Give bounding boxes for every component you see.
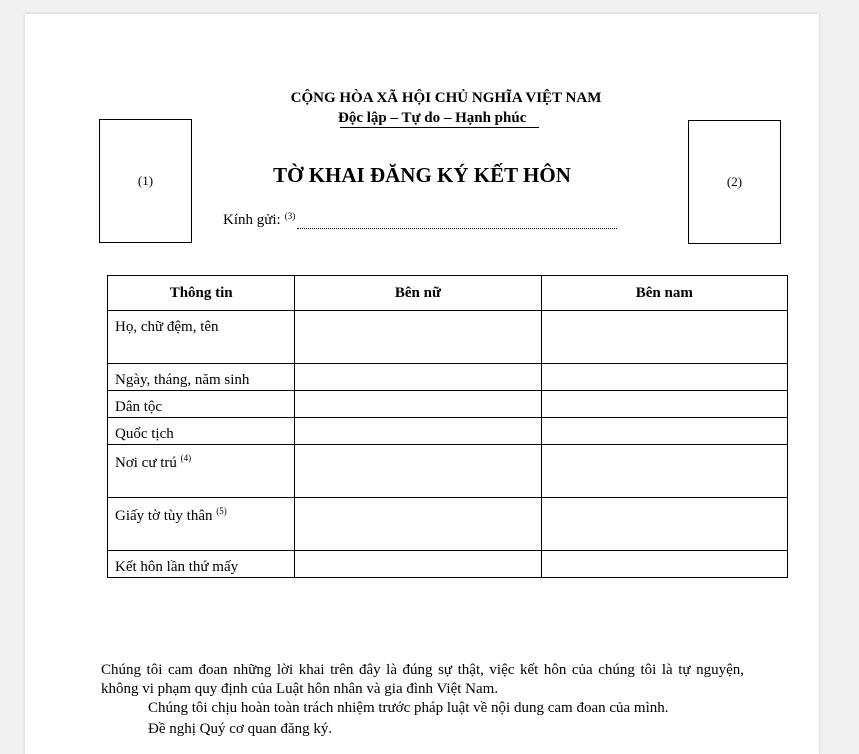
groom-birthdate-cell[interactable] [541,364,787,391]
addressee-line [223,212,617,229]
photo-box-left-label: (1) [137,173,154,188]
bride-marriage-count-cell[interactable] [295,551,541,578]
form-title-text: TỜ KHAI ĐĂNG KÝ KẾT HÔN [273,163,571,187]
groom-ethnicity-cell[interactable] [541,391,787,418]
form-title [25,163,819,188]
addressee-field[interactable] [297,216,617,229]
photo-box-right-label: (2) [726,174,743,189]
addressee-label: Kính gửi: [223,212,281,228]
responsibility-statement: Chúng tôi chịu hoàn toàn trách nhiệm trước pháp luật về nội dung cam đoan của mình. [148,700,669,716]
groom-nationality-cell[interactable] [541,418,787,445]
bride-id-cell[interactable] [295,498,541,551]
table-row [108,391,788,418]
row-label-nationality: Quốc tịch [108,418,295,445]
info-table [107,275,788,578]
header-bride: Bên nữ [295,276,541,311]
national-name: CỘNG HÒA XÃ HỘI CHỦ NGHĨA VIỆT NAM [290,90,602,106]
groom-name-cell[interactable] [541,311,787,364]
groom-marriage-count-cell[interactable] [541,551,787,578]
document-page [25,14,819,754]
declaration-paragraph: Chúng tôi cam đoan những lời khai trên đây là đúng sự thật, việc kết hôn của chúng tôi là tự nguyện, không vi phạm quy định của Luật hôn nhân và gia đình Việt Nam. [101,662,744,697]
table-row [108,364,788,391]
addressee-note: (3) [284,211,296,221]
bride-residence-cell[interactable] [295,445,541,498]
table-row [108,418,788,445]
bride-birthdate-cell[interactable] [295,364,541,391]
groom-residence-cell[interactable] [541,445,787,498]
bride-nationality-cell[interactable] [295,418,541,445]
national-motto: Độc lập – Tự do – Hạnh phúc [338,110,527,126]
motto-underline [340,127,539,128]
registration-request: Đề nghị Quý cơ quan đăng ký. [148,721,333,737]
bride-name-cell[interactable] [295,311,541,364]
groom-id-cell[interactable] [541,498,787,551]
row-label-id-documents: Giấy tờ tùy thân $^{(5)}$ [108,498,295,551]
table-header-row [108,276,788,311]
row-label-residence: Nơi cư trú $^{(4)}$ [108,445,295,498]
header-groom: Bên nam [541,276,787,311]
row-label-marriage-count: Kết hôn lần thứ mấy [108,551,295,578]
table-row [108,551,788,578]
row-label-birthdate: Ngày, tháng, năm sinh [108,364,295,391]
bride-ethnicity-cell[interactable] [295,391,541,418]
table-row [108,311,788,364]
row-label-ethnicity: Dân tộc [108,391,295,418]
table-row [108,498,788,551]
row-label-name: Họ, chữ đệm, tên [108,311,295,364]
header-info: Thông tin [108,276,295,311]
table-row [108,445,788,498]
